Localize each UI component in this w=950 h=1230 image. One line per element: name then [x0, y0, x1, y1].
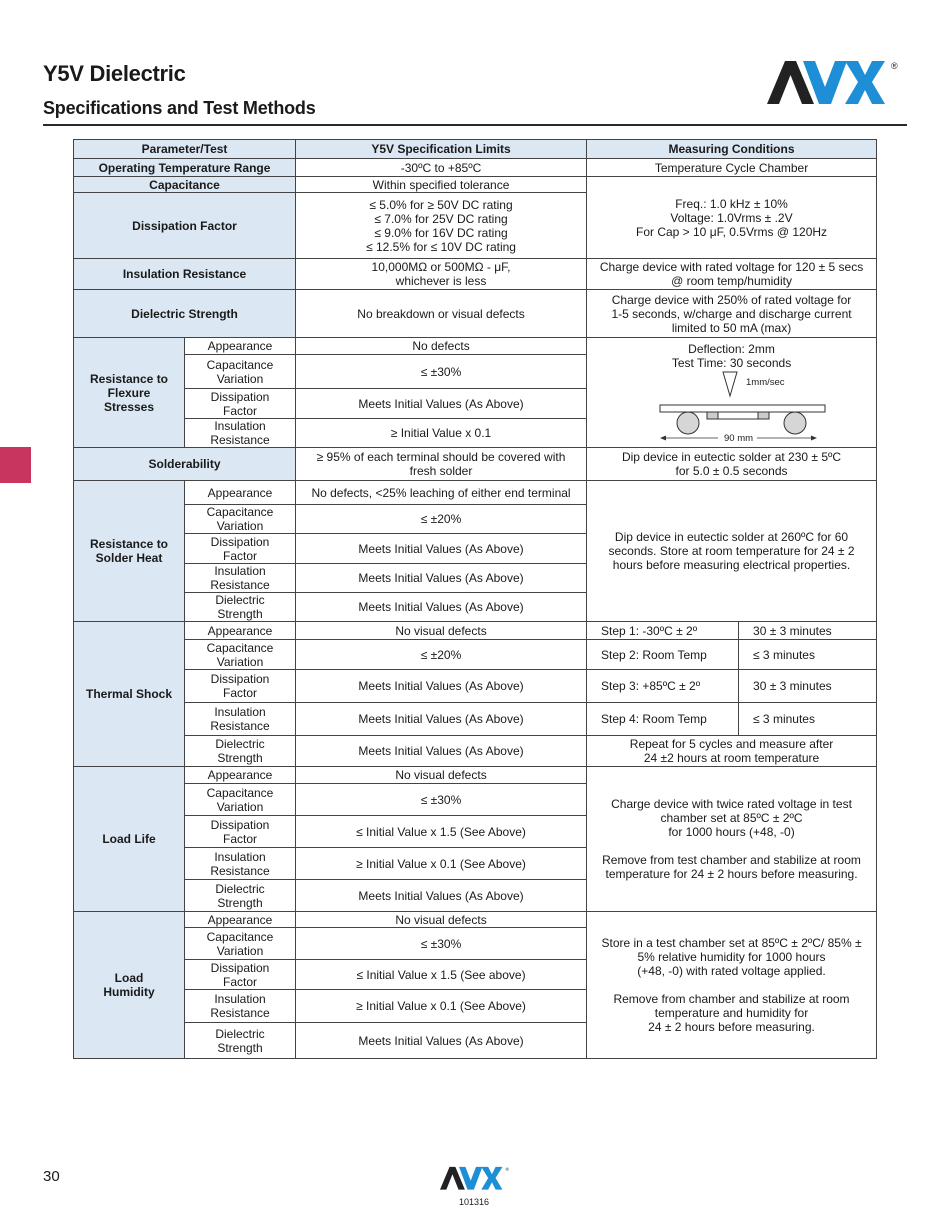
- param-dissipation: Dissipation Factor: [74, 193, 296, 259]
- flexure-sub-cap-variation: Capacitance Variation: [185, 355, 296, 389]
- thermal-time-2: ≤ 3 minutes: [739, 640, 877, 670]
- col-header-parameter: Parameter/Test: [74, 140, 296, 159]
- solder-heat-sub-dissipation: Dissipation Factor: [185, 534, 296, 564]
- flexure-test-diagram: [632, 370, 832, 442]
- svg-text:®: ®: [891, 61, 898, 71]
- load-humidity-sub-appearance: Appearance: [185, 912, 296, 928]
- avx-logo-footer: [440, 1164, 512, 1192]
- limit-solderability: ≥ 95% of each terminal should be covered with fresh solder: [296, 448, 587, 481]
- thermal-limit-dissipation: Meets Initial Values (As Above): [296, 670, 587, 703]
- param-flexure: Resistance to Flexure Stresses: [74, 338, 185, 448]
- load-life-limit-dissipation: ≤ Initial Value x 1.5 (See Above): [296, 816, 587, 848]
- load-humidity-limit-appearance: No visual defects: [296, 912, 587, 928]
- param-capacitance: Capacitance: [74, 177, 296, 193]
- param-solderability: Solderability: [74, 448, 296, 481]
- cond-flexure: [587, 338, 877, 448]
- page-subtitle: Specifications and Test Methods: [43, 98, 316, 118]
- thermal-step-4: Step 4: Room Temp: [587, 703, 739, 736]
- cond-dielectric: Charge device with 250% of rated voltage for 1-5 seconds, w/charge and discharge current limited to 50 mA (max): [587, 290, 877, 338]
- cond-load-life: Charge device with twice rated voltage in test chamber set at 85ºC ± 2ºC for 1000 hours (+48, -0) Remove from test chamber and stabilize at room temperature for 24 ± 2 hours before measuring.: [587, 767, 877, 912]
- thermal-sub-dissipation: Dissipation Factor: [185, 670, 296, 703]
- load-life-limit-dielectric: Meets Initial Values (As Above): [296, 880, 587, 912]
- load-life-limit-insulation: ≥ Initial Value x 0.1 (See Above): [296, 848, 587, 880]
- thermal-time-4: ≤ 3 minutes: [739, 703, 877, 736]
- thermal-limit-cap-variation: ≤ ±20%: [296, 640, 587, 670]
- load-humidity-limit-insulation: ≥ Initial Value x 0.1 (See Above): [296, 990, 587, 1023]
- flexure-limit-appearance: No defects: [296, 338, 587, 355]
- param-load-humidity: Load Humidity: [74, 912, 185, 1059]
- limit-dielectric: No breakdown or visual defects: [296, 290, 587, 338]
- cond-load-humidity: Store in a test chamber set at 85ºC ± 2ºC/ 85% ± 5% relative humidity for 1000 hours (+48, -0) with rated voltage applied. Remove from chamber and stabilize at room temperature and humidity for 24 ± 2 hours before measuring.: [587, 912, 877, 1059]
- param-thermal-shock: Thermal Shock: [74, 622, 185, 767]
- param-load-life: Load Life: [74, 767, 185, 912]
- solder-heat-limit-dissipation: Meets Initial Values (As Above): [296, 534, 587, 564]
- svg-text:90 mm: 90 mm: [723, 433, 753, 442]
- page-title: Y5V Dielectric: [43, 61, 186, 86]
- load-humidity-sub-insulation: Insulation Resistance: [185, 990, 296, 1023]
- thermal-sub-appearance: Appearance: [185, 622, 296, 640]
- thermal-limit-insulation: Meets Initial Values (As Above): [296, 703, 587, 736]
- solder-heat-limit-appearance: No defects, <25% leaching of either end terminal: [296, 481, 587, 505]
- thermal-sub-insulation: Insulation Resistance: [185, 703, 296, 736]
- limit-insulation: 10,000MΩ or 500MΩ - μF, whichever is less: [296, 259, 587, 290]
- flexure-limit-dissipation: Meets Initial Values (As Above): [296, 389, 587, 419]
- load-life-sub-insulation: Insulation Resistance: [185, 848, 296, 880]
- solder-heat-limit-dielectric: Meets Initial Values (As Above): [296, 593, 587, 622]
- thermal-step-2: Step 2: Room Temp: [587, 640, 739, 670]
- limit-dissipation: ≤ 5.0% for ≥ 50V DC rating ≤ 7.0% for 25V DC rating ≤ 9.0% for 16V DC rating ≤ 12.5% for ≤ 10V DC rating: [296, 193, 587, 259]
- load-humidity-limit-dissipation: ≤ Initial Value x 1.5 (See above): [296, 960, 587, 990]
- spec-table: [73, 139, 877, 1059]
- flexure-sub-appearance: Appearance: [185, 338, 296, 355]
- section-tab: [0, 447, 31, 483]
- thermal-sub-dielectric: Dielectric Strength: [185, 736, 296, 767]
- load-life-sub-dielectric: Dielectric Strength: [185, 880, 296, 912]
- header-rule: [43, 124, 907, 126]
- svg-text:®: ®: [505, 1168, 510, 1174]
- flexure-sub-dissipation: Dissipation Factor: [185, 389, 296, 419]
- flexure-sub-insulation: Insulation Resistance: [185, 419, 296, 448]
- load-humidity-limit-dielectric: Meets Initial Values (As Above): [296, 1023, 587, 1059]
- solder-heat-limit-cap-variation: ≤ ±20%: [296, 505, 587, 534]
- solder-heat-sub-insulation: Insulation Resistance: [185, 564, 296, 593]
- page-number: 30: [43, 1168, 60, 1185]
- avx-logo: [767, 58, 903, 106]
- solder-heat-sub-dielectric: Dielectric Strength: [185, 593, 296, 622]
- param-insulation: Insulation Resistance: [74, 259, 296, 290]
- thermal-repeat-note: Repeat for 5 cycles and measure after 24 ±2 hours at room temperature: [587, 736, 877, 767]
- load-life-sub-dissipation: Dissipation Factor: [185, 816, 296, 848]
- solder-heat-sub-cap-variation: Capacitance Variation: [185, 505, 296, 534]
- thermal-limit-appearance: No visual defects: [296, 622, 587, 640]
- load-life-sub-appearance: Appearance: [185, 767, 296, 784]
- svg-text:1mm/sec: 1mm/sec: [745, 377, 785, 388]
- load-humidity-limit-cap-variation: ≤ ±30%: [296, 928, 587, 960]
- load-humidity-sub-cap-variation: Capacitance Variation: [185, 928, 296, 960]
- param-dielectric: Dielectric Strength: [74, 290, 296, 338]
- load-life-limit-appearance: No visual defects: [296, 767, 587, 784]
- param-operating-temp: Operating Temperature Range: [74, 159, 296, 177]
- thermal-time-1: 30 ± 3 minutes: [739, 622, 877, 640]
- cond-insulation: Charge device with rated voltage for 120 ± 5 secs @ room temp/humidity: [587, 259, 877, 290]
- col-header-conditions: Measuring Conditions: [587, 140, 877, 159]
- solder-heat-sub-appearance: Appearance: [185, 481, 296, 505]
- load-life-limit-cap-variation: ≤ ±30%: [296, 784, 587, 816]
- param-solder-heat: Resistance to Solder Heat: [74, 481, 185, 622]
- flexure-limit-insulation: ≥ Initial Value x 0.1: [296, 419, 587, 448]
- thermal-limit-dielectric: Meets Initial Values (As Above): [296, 736, 587, 767]
- cond-solderability: Dip device in eutectic solder at 230 ± 5ºC for 5.0 ± 0.5 seconds: [587, 448, 877, 481]
- thermal-time-3: 30 ± 3 minutes: [739, 670, 877, 703]
- thermal-sub-cap-variation: Capacitance Variation: [185, 640, 296, 670]
- cond-operating-temp: Temperature Cycle Chamber: [587, 159, 877, 177]
- load-life-sub-cap-variation: Capacitance Variation: [185, 784, 296, 816]
- cond-solder-heat: Dip device in eutectic solder at 260ºC for 60 seconds. Store at room temperature for 24 ± 2 hours before measuring electrical properties.: [587, 481, 877, 622]
- limit-capacitance: Within specified tolerance: [296, 177, 587, 193]
- cond-cap-df: Freq.: 1.0 kHz ± 10% Voltage: 1.0Vrms ± .2V For Cap > 10 μF, 0.5Vrms @ 120Hz: [587, 177, 877, 259]
- thermal-step-3: Step 3: +85ºC ± 2º: [587, 670, 739, 703]
- thermal-step-1: Step 1: -30ºC ± 2º: [587, 622, 739, 640]
- flexure-cond-text: Deflection: 2mm Test Time: 30 seconds: [671, 342, 792, 370]
- load-humidity-sub-dielectric: Dielectric Strength: [185, 1023, 296, 1059]
- col-header-limits: Y5V Specification Limits: [296, 140, 587, 159]
- flexure-limit-cap-variation: ≤ ±30%: [296, 355, 587, 389]
- limit-operating-temp: -30ºC to +85ºC: [296, 159, 587, 177]
- load-humidity-sub-dissipation: Dissipation Factor: [185, 960, 296, 990]
- document-code: 101316: [459, 1197, 490, 1207]
- solder-heat-limit-insulation: Meets Initial Values (As Above): [296, 564, 587, 593]
